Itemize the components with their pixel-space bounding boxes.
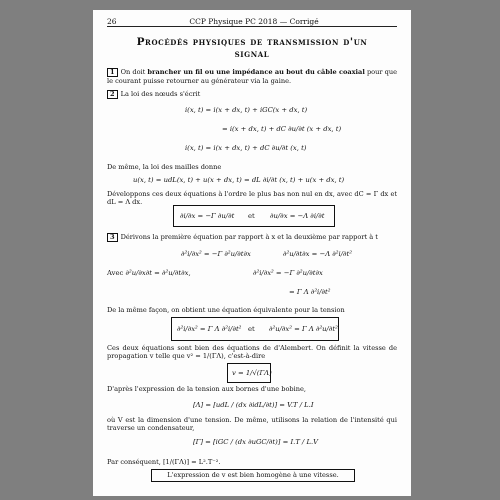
eq-nodes-l1-right: i(x + dx, t) + iGC(x + dx, t) <box>213 106 308 114</box>
box1-eq-b: ∂u/∂x = −Λ ∂i/∂t <box>270 212 325 220</box>
text-consequence: Par conséquent, [1/(ΓΛ)] = L².T⁻². <box>107 458 221 466</box>
box1-eq-a: ∂i/∂x = −Γ ∂u/∂t <box>180 212 235 220</box>
section-title-line2: signal <box>234 48 270 60</box>
q2-text: La loi des nœuds s'écrit <box>120 90 201 98</box>
avec-label: Avec <box>107 269 124 277</box>
document-page <box>93 10 411 496</box>
q3-text: Dérivons la première équation par rapport à x et la deuxième par rapport à t <box>120 233 378 241</box>
box1-and: et <box>248 212 255 220</box>
eq-deriv-a: ∂²i/∂x² = −Γ ∂²u/∂t∂x <box>181 250 251 258</box>
running-header <box>107 16 397 27</box>
question-1 <box>107 68 397 85</box>
running-title: CCP Physique PC 2018 — Corrigé <box>189 16 319 26</box>
result-box-1 <box>173 205 335 227</box>
text-voltage: où V est la dimension d'une tension. De même, utilisons la relation de l'intensité qui traverse un condensateur, <box>107 416 397 433</box>
eq-deriv-d: = Γ Λ ∂²i/∂t² <box>289 288 331 296</box>
question-3 <box>107 233 397 242</box>
text-develop: Développons ces deux équations à l'ordre le plus bas non nul en dx, avec dC = Γ dx et dL = Λ dx. <box>107 190 397 207</box>
eq-deriv-b: ∂²u/∂t∂x = −Λ ∂²i/∂t² <box>283 250 352 258</box>
eq-nodes-line3 <box>185 144 306 152</box>
section-title-line1: Procédés physiques de transmission d'un <box>136 36 368 48</box>
text-same: De la même façon, on obtient une équation équivalente pour la tension <box>107 306 345 314</box>
box2-eq-b: ∂²u/∂x² = Γ Λ ∂²u/∂t² <box>269 325 338 333</box>
question-number-3: 3 <box>107 233 118 242</box>
avec-eq: ∂²u/∂x∂t = ∂²u/∂t∂x, <box>125 269 191 277</box>
page-number: 26 <box>107 16 117 26</box>
result-box-2 <box>171 317 339 341</box>
eq-nodes-l3-right: i(x + dx, t) + dC ∂u/∂t (x, t) <box>213 144 307 152</box>
text-meshes: De même, la loi des mailles donne <box>107 163 222 171</box>
box3-eq: v = 1/√(ΓΛ) <box>232 369 272 377</box>
result-box-4 <box>151 469 355 482</box>
result-box-3 <box>227 363 271 383</box>
box2-eq-a: ∂²i/∂x² = Γ Λ ∂²i/∂t² <box>177 325 242 333</box>
q1-bold: brancher un fil ou une impédance au bout du câble coaxial <box>147 68 365 76</box>
box2-and: et <box>248 325 255 333</box>
eq-nodes-l3-left: i(x, t) = <box>185 144 212 152</box>
eq-meshes: u(x, t) = udL(x, t) + u(x + dx, t) = dL ∂i/∂t (x, t) + u(x + dx, t) <box>133 176 345 184</box>
eq-nodes-l1-left: i(x, t) = <box>185 106 212 114</box>
eq-lambda: [Λ] = [udL / (dx ∂idL/∂t)] = V.T / L.I <box>193 401 314 409</box>
box4-text: L'expression de v est bien homogène à une vitesse. <box>167 471 339 479</box>
question-number-2: 2 <box>107 90 118 99</box>
eq-nodes-line2: = i(x + dx, t) + dC ∂u/∂t (x + dx, t) <box>222 125 342 133</box>
eq-deriv-c: ∂²i/∂x² = −Γ ∂²u/∂t∂x <box>253 269 323 277</box>
eq-gamma: [Γ] = [iGC / (dx ∂uGC/∂t)] = I.T / L.V <box>193 438 319 446</box>
eq-deriv-avec <box>107 269 191 277</box>
eq-nodes-line1 <box>185 106 307 114</box>
text-dalembert: Ces deux équations sont bien des équations de d'Alembert. On définit la vitesse de propagation v telle que v² = 1/(ΓΛ), c'est-à-dire <box>107 344 397 361</box>
q1-pre: On doit <box>120 68 148 76</box>
text-coil: D'après l'expression de la tension aux bornes d'une bobine, <box>107 385 307 393</box>
section-title <box>107 36 397 60</box>
question-2 <box>107 90 397 99</box>
q1-post: pour que le courant puisse retourner au générateur via la gaine. <box>107 68 397 85</box>
question-number-1: 1 <box>107 68 118 77</box>
